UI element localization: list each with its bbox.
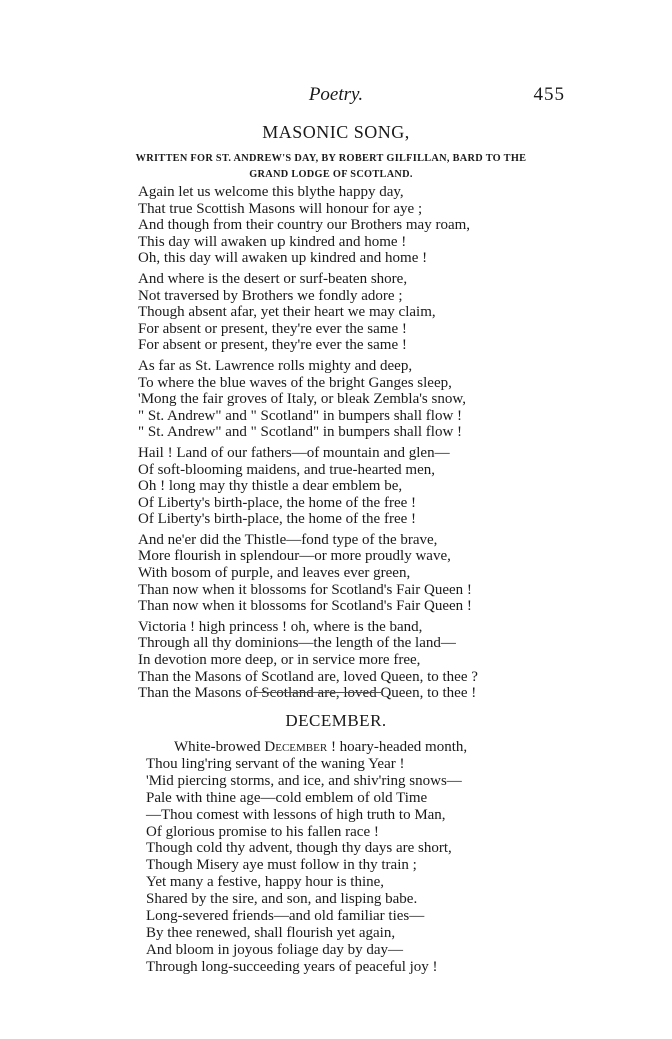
december-title: DECEMBER. <box>285 711 387 730</box>
poem-line: By thee renewed, shall flourish yet again, <box>146 924 396 941</box>
stanza-line: For absent or present, they're ever the same ! <box>138 337 407 354</box>
stanza-line: 'Mong the fair groves of Italy, or bleak Zembla's snow, <box>138 391 466 408</box>
stanza-line: To where the blue waves of the bright Ganges sleep, <box>138 374 452 391</box>
stanza-line: More flourish in splendour—or more proudly wave, <box>138 548 451 565</box>
poem-line-start: White-browed <box>174 739 265 755</box>
poem-line: Thou ling'ring servant of the waning Year ! <box>146 755 405 772</box>
stanza-line: For absent or present, they're ever the same ! <box>138 320 407 337</box>
poem-line: 'Mid piercing storms, and ice, and shiv'ring snows— <box>146 772 462 789</box>
stanza-line: Oh ! long may thy thistle a dear emblem be, <box>138 478 403 495</box>
poem-line: Shared by the sire, and son, and lisping babe. <box>146 891 418 908</box>
poem-line: Though Misery aye must follow in thy train ; <box>146 857 417 874</box>
stanza <box>138 358 538 441</box>
poem-line: And bloom in joyous foliage day by day— <box>146 941 404 958</box>
poem-line: Through long-succeeding years of peaceful joy ! <box>146 958 438 975</box>
stanza <box>138 619 538 702</box>
stanza-line: Hail ! Land of our fathers—of mountain and glen— <box>138 444 450 461</box>
stanza-line: Through all thy dominions—the length of the land— <box>138 635 456 652</box>
poem-line: —Thou comest with lessons of high truth to Man, <box>146 806 446 823</box>
stanza-line: And though from their country our Brothers may roam, <box>138 217 471 234</box>
page-number: 455 <box>533 84 565 105</box>
stanza-line: That true Scottish Masons will honour for aye ; <box>138 200 423 217</box>
poem-line <box>146 739 546 756</box>
stanza-line: Than the Masons of Scotland are, loved Queen, to thee ? <box>138 668 478 685</box>
stanza-line: Not traversed by Brothers we fondly adore ; <box>138 287 403 304</box>
stanza-line: Than the Masons of Scotland are, loved Queen, to thee ! <box>138 685 477 702</box>
stanza-line: Than now when it blossoms for Scotland's Fair Queen ! <box>138 598 472 615</box>
stanza-line: Again let us welcome this blythe happy day, <box>138 184 404 200</box>
stanza-line: Than now when it blossoms for Scotland's Fair Queen ! <box>138 581 472 598</box>
song-stanzas <box>138 184 538 706</box>
page-header <box>0 84 672 110</box>
section-divider <box>256 692 382 693</box>
stanza-line: With bosom of purple, and leaves ever green, <box>138 565 411 582</box>
stanza-line: And ne'er did the Thistle—fond type of the brave, <box>138 531 438 548</box>
stanza-line: Of Liberty's birth-place, the home of the free ! <box>138 511 417 528</box>
stanza-line: " St. Andrew" and " Scotland" in bumpers shall flow ! <box>138 424 463 441</box>
poem-line: Yet many a festive, happy hour is thine, <box>146 874 385 891</box>
stanza <box>138 184 538 267</box>
subtitle-line: WRITTEN FOR ST. ANDREW'S DAY, BY ROBERT GILFILLAN, BARD TO THE <box>135 153 527 164</box>
poem-line: Long-severed friends—and old familiar ties— <box>146 908 425 925</box>
stanza-line: And where is the desert or surf-beaten shore, <box>138 270 408 287</box>
stanza-line: Though absent afar, yet their heart we may claim, <box>138 304 436 321</box>
stanza <box>138 445 538 528</box>
poem-line: Though cold thy advent, though thy days are short, <box>146 840 452 857</box>
stanza <box>138 271 538 354</box>
poem-line: Pale with thine age—cold emblem of old Time <box>146 789 428 806</box>
stanza-line: Victoria ! high princess ! oh, where is the band, <box>138 618 423 635</box>
stanza-line: Of soft-blooming maidens, and true-hearted men, <box>138 461 435 478</box>
stanza-line: Of Liberty's birth-place, the home of the free ! <box>138 494 417 511</box>
song-title: MASONIC SONG, <box>262 122 410 142</box>
running-title: Poetry. <box>308 84 364 105</box>
subtitle-line: GRAND LODGE OF SCOTLAND. <box>249 169 413 180</box>
december-poem <box>146 739 546 976</box>
stanza <box>138 532 538 615</box>
stanza-line: Oh, this day will awaken up kindred and home ! <box>138 250 428 267</box>
stanza-line: As far as St. Lawrence rolls mighty and deep, <box>138 357 413 374</box>
poem-line-end: ! hoary-headed month, <box>327 739 468 755</box>
stanza-line: " St. Andrew" and " Scotland" in bumpers shall flow ! <box>138 407 463 424</box>
month-name: December <box>264 739 328 755</box>
stanza-line: In devotion more deep, or in service more free, <box>138 652 421 669</box>
poem-line: Of glorious promise to his fallen race ! <box>146 823 379 840</box>
song-subtitle <box>90 151 572 183</box>
stanza-line: This day will awaken up kindred and home ! <box>138 233 407 250</box>
